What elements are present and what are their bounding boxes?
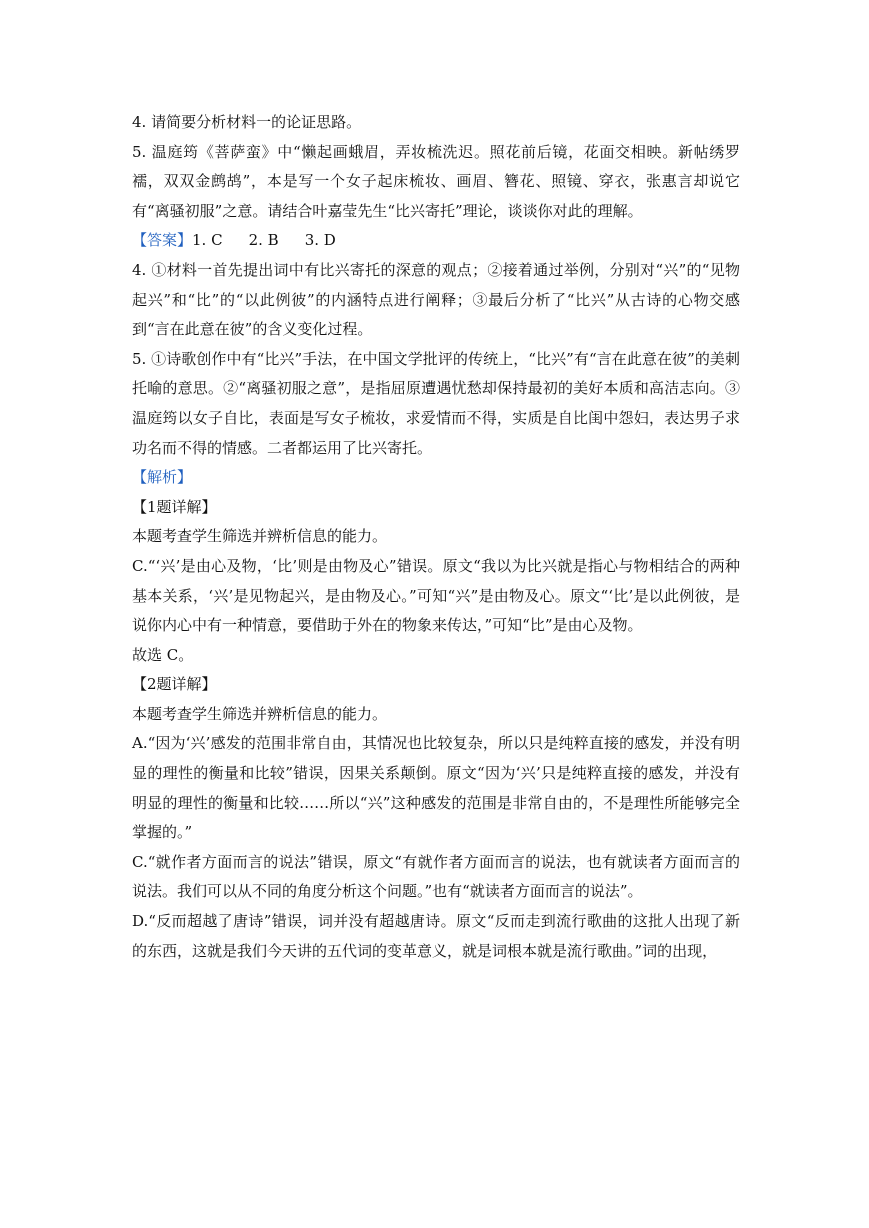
detail-2-title: 【2题详解】 (132, 675, 217, 694)
detail-1-intro: 本题考查学生筛选并辨析信息的能力。 (132, 527, 388, 546)
answer-4: 4. ①材料一首先提出词中有比兴寄托的深意的观点；②接着通过举例，分别对“兴”的“见物起兴”和“比”的“以此例彼”的内涵特点进行阐释；③最后分析了“比兴”从古诗的心物交感到“言在此意在彼”的含义变化过程。 (132, 260, 740, 339)
question-5: 5. 温庭筠《菩萨蛮》中“懒起画蛾眉，弄妆梳洗迟。照花前后镜，花面交相映。新帖绣罗襦，双双金鹧鸪”，本是写一个女子起床梳妆、画眉、簪花、照镜、穿衣，张惠言却说它有“离骚初服”之意。请结合叶嘉莹先生“比兴寄托”理论，谈谈你对此的理解。 (132, 142, 740, 220)
detail-2-option-d: D.“反而超越了唐诗”错误，词并没有超越唐诗。原文“反而走到流行歌曲的这批人出现了新的东西，这就是我们今天讲的五代词的变革意义，就是词根本就是流行歌曲。”词的出现， (132, 912, 740, 960)
answer-2: 2. B (248, 231, 279, 250)
answer-label: 【答案】 (132, 231, 193, 250)
detail-2-option-a: A.“因为‘兴’感发的范围非常自由，其情况也比较复杂，所以只是纯粹直接的感发，并没有明显的理性的衡量和比较”错误，因果关系颠倒。原文“因为‘兴’只是纯粹直接的感发，并没有明显的理性的衡量和比较……所以“兴”这种感发的范围是非常自由的，不是理性所能够完全掌握的。” (132, 734, 740, 842)
answer-1: 1. C (192, 231, 223, 250)
detail-2-option-c: C.“就作者方面而言的说法”错误，原文“有就作者方面而言的说法，也有就读者方面而言的说法。我们可以从不同的角度分析这个问题。”也有“就读者方面而言的说法”。 (132, 852, 740, 901)
answer-5: 5. ①诗歌创作中有“比兴”手法，在中国文学批评的传统上，“比兴”有“言在此意在彼”的美刺托喻的意思。②“离骚初服之意”，是指屈原遭遇忧愁却保持最初的美好本质和高洁志向。③温庭筠以女子自比，表面是写女子梳妆，求爱情而不得，实质是自比闺中怨妇，表达男子求功名而不得的情感。二者都运用了比兴寄托。 (132, 349, 740, 457)
detail-2-intro: 本题考查学生筛选并辨析信息的能力。 (132, 704, 388, 723)
detail-1-option-c: C.“‘兴’是由心及物，‘比’则是由物及心”错误。原文“我以为比兴就是指心与物相结合的两种基本关系，‘兴’是见物起兴，是由物及心。”可知“兴”是由物及心。原文“‘比’是以此例彼，是说你内心中有一种情意，要借助于外在的物象来传达，”可知“比”是由心及物。 (132, 556, 740, 635)
answer-line (132, 226, 740, 256)
detail-1-choice: 故选 C。 (132, 645, 194, 664)
detail-1-title: 【1题详解】 (132, 497, 217, 516)
document-page (132, 108, 740, 966)
analysis-label: 【解析】 (132, 468, 193, 487)
question-4: 4. 请简要分析材料一的论证思路。 (132, 113, 362, 131)
answer-3: 3. D (304, 231, 336, 250)
